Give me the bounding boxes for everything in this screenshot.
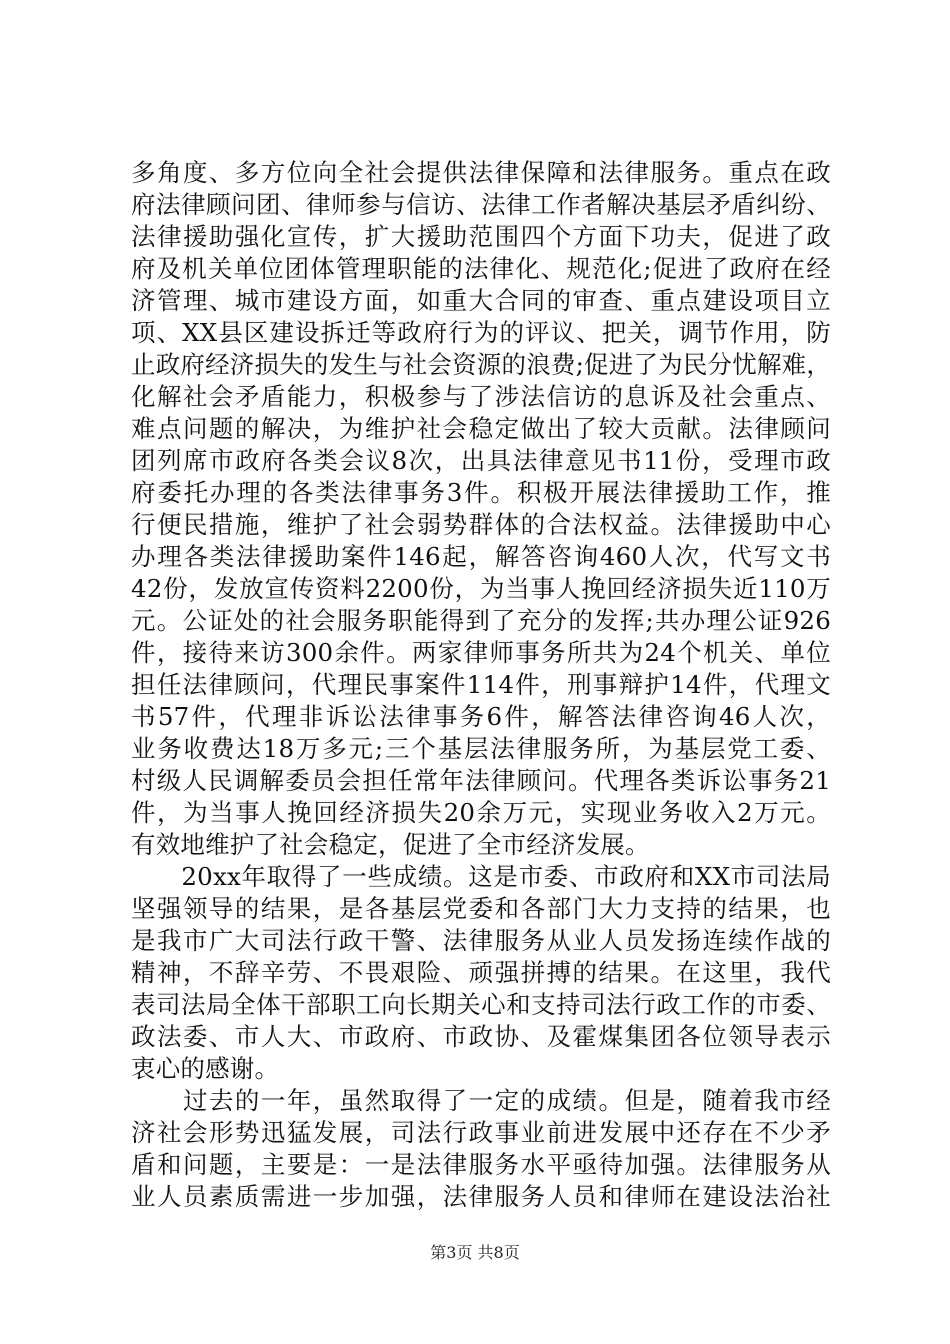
text-line: 担任法律顾问，代理民事案件114件，刑事辩护14件，代理文 [131,670,831,699]
text-line: 止政府经济损失的发生与社会资源的浪费;促进了为民分忧解难， [131,350,832,379]
text-line: 书57件，代理非诉讼法律事务6件，解答法律咨询46人次， [131,702,831,731]
text-line: 村级人民调解委员会担任常年法律顾问。代理各类诉讼事务21 [131,766,831,795]
text-line: 元。公证处的社会服务职能得到了充分的发挥;共办理公证926 [131,606,831,635]
text-line: 项、XX县区建设拆迁等政府行为的评议、把关，调节作用，防 [131,318,831,347]
text-line: 府及机关单位团体管理职能的法律化、规范化;促进了政府在经 [131,254,831,283]
text-line: 府委托办理的各类法律事务3件。积极开展法律援助工作，推 [131,478,831,507]
text-line: 42份，发放宣传资料2200份，为当事人挽回经济损失近110万 [131,574,831,603]
text-line: 表司法局全体干部职工向长期关心和支持司法行政工作的市委、 [131,990,831,1019]
text-line: 难点问题的解决，为维护社会稳定做出了较大贡献。法律顾问 [131,414,831,443]
text-line: 府法律顾问团、律师参与信访、法律工作者解决基层矛盾纠纷、 [131,190,831,219]
text-line: 业人员素质需进一步加强，法律服务人员和律师在建设法治社 [131,1182,831,1211]
text-line: 是我市广大司法行政干警、法律服务从业人员发扬连续作战的 [131,926,831,955]
text-line: 件，接待来访300余件。两家律师事务所共为24个机关、单位 [131,638,831,667]
text-line: 20xx年取得了一些成绩。这是市委、市政府和XX市司法局 [131,862,831,891]
text-line: 团列席市政府各类会议8次，出具法律意见书11份，受理市政 [131,446,831,475]
text-line: 多角度、多方位向全社会提供法律保障和法律服务。重点在政 [131,158,831,187]
text-line: 件，为当事人挽回经济损失20余万元，实现业务收入2万元。 [131,798,831,827]
text-line: 济管理、城市建设方面，如重大合同的审查、重点建设项目立 [131,286,831,315]
text-line: 盾和问题，主要是：一是法律服务水平亟待加强。法律服务从 [131,1150,831,1179]
text-line: 精神，不辞辛劳、不畏艰险、顽强拼搏的结果。在这里，我代 [131,958,831,987]
text-line: 衷心的感谢。 [131,1054,280,1083]
document-body [131,157,831,1213]
text-line: 法律援助强化宣传，扩大援助范围四个方面下功夫，促进了政 [131,222,831,251]
page-footer: 第3页 共8页 [430,1243,520,1262]
text-line: 行便民措施，维护了社会弱势群体的合法权益。法律援助中心 [131,510,831,539]
text-line: 化解社会矛盾能力，积极参与了涉法信访的息诉及社会重点、 [131,382,831,411]
text-line: 济社会形势迅猛发展，司法行政事业前进发展中还存在不少矛 [131,1118,831,1147]
text-line: 坚强领导的结果，是各基层党委和各部门大力支持的结果，也 [131,894,831,923]
text-line: 有效地维护了社会稳定，促进了全市经济发展。 [131,830,650,859]
text-line: 办理各类法律援助案件146起，解答咨询460人次，代写文书 [131,542,831,571]
text-line: 业务收费达18万多元;三个基层法律服务所，为基层党工委、 [131,734,831,763]
text-line: 过去的一年，虽然取得了一定的成绩。但是，随着我市经 [131,1086,831,1115]
text-line: 政法委、市人大、市政府、市政协、及霍煤集团各位领导表示 [131,1022,831,1051]
